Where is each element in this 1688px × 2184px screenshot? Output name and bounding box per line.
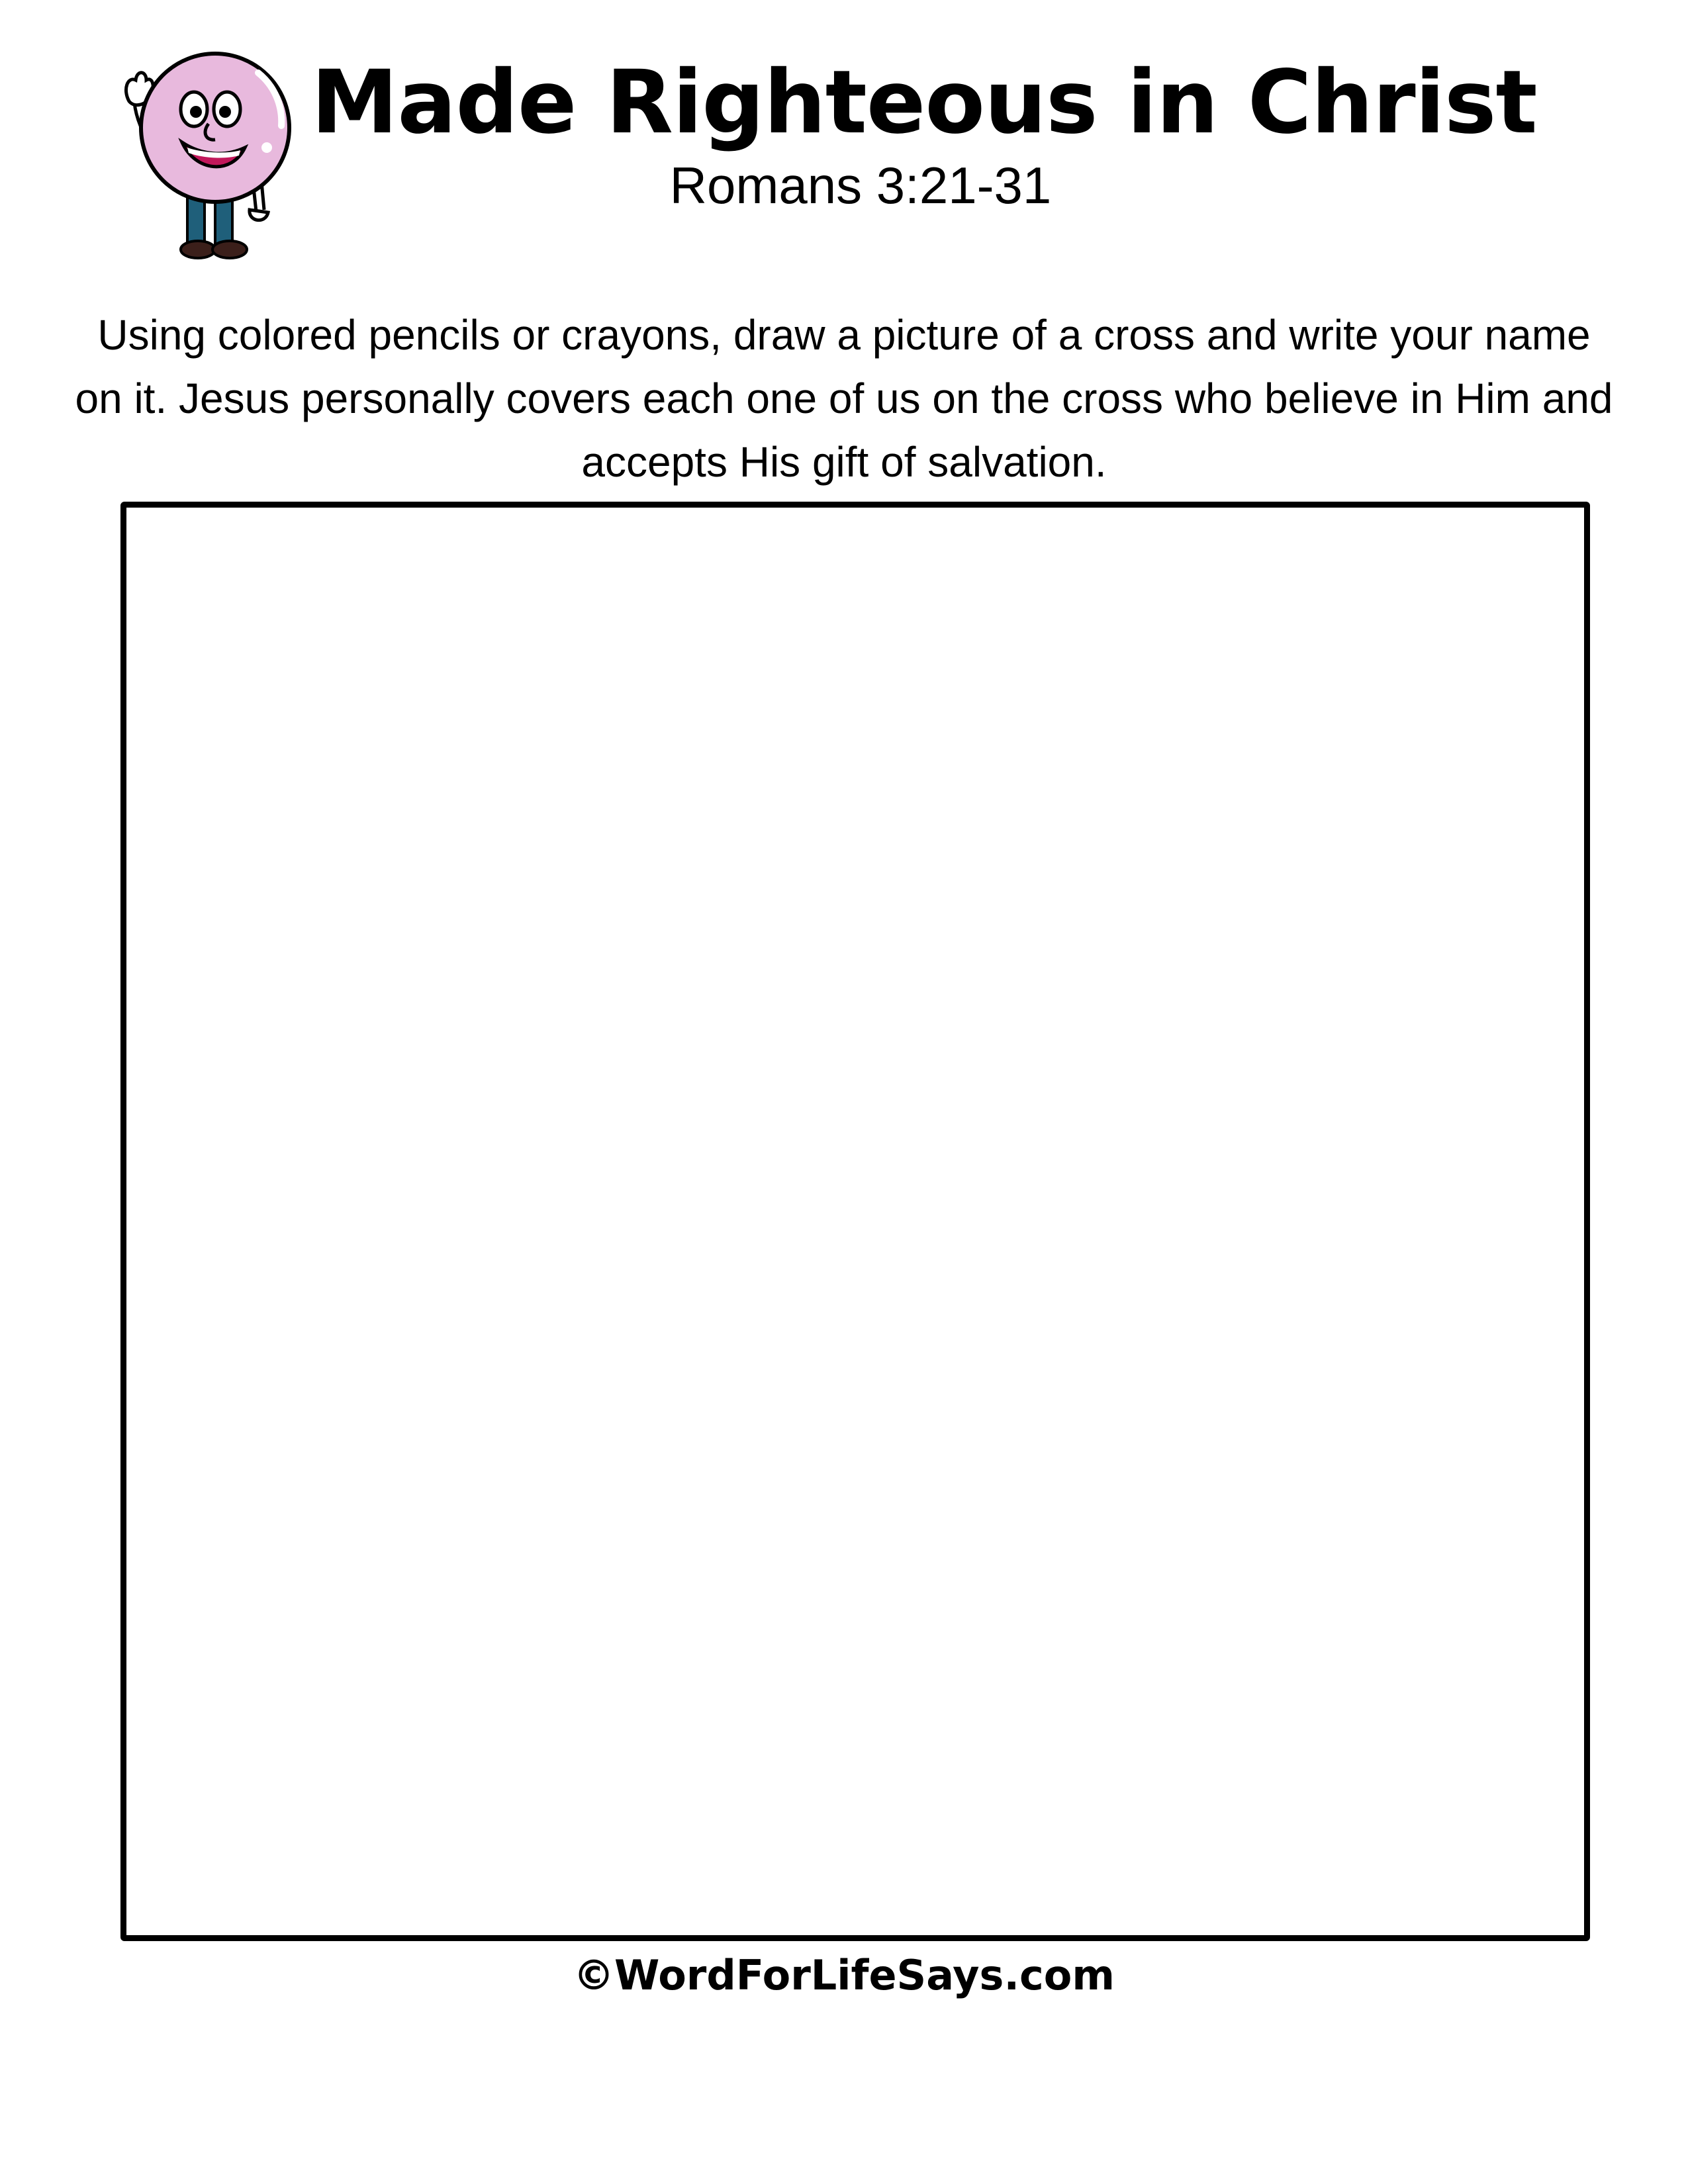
copyright-footer: ©WordForLifeSays.com [573, 1951, 1115, 1999]
instructions-text: Using colored pencils or crayons, draw a picture of a cross and write your name on it. Jesus personally covers each one of us on the cross who believe in Him and accepts His gift of salvation. [75, 311, 1613, 486]
pink-ball-character-icon [116, 36, 314, 265]
drawing-area[interactable] [120, 502, 1590, 1941]
page-title: Made Righteous in Christ [311, 52, 1537, 154]
scripture-reference: Romans 3:21-31 [669, 156, 1052, 214]
